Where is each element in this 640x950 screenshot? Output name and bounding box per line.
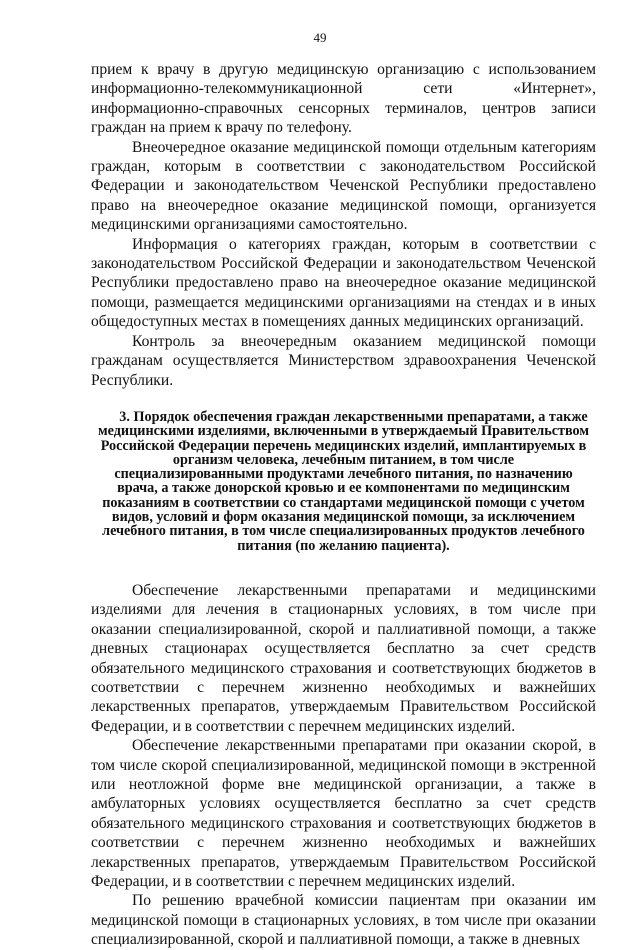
paragraph: Контроль за внеочередным оказанием медицинской помощи гражданам осуществляется Министерством здравоохранения Чеченской Республики.	[91, 332, 596, 389]
document-body	[91, 60, 596, 950]
paragraph: Внеочередное оказание медицинской помощи отдельным категориям граждан, которым в соответствии с законодательством Российской Федерации и законодательством Чеченской Республики предоставлено право на внеочередное оказание медицинской помощи, организуется медицинскими организациями самостоятельно.	[91, 138, 596, 234]
paragraph: Обеспечение лекарственными препаратами при оказании скорой, в том числе скорой специализированной, медицинской помощи в экстренной или неотложной форме вне медицинской организации, а также в амбулаторных условиях осуществляется бесплатно за счет средств обязательного медицинского страхования и соответствующих бюджетов в соответствии с перечнем жизненно необходимых и важнейших лекарственных препаратов, утверждаемым Правительством Российской Федерации, и в соответствии с перечнем медицинских изделий.	[91, 737, 596, 890]
paragraph: Обеспечение лекарственными препаратами и медицинскими изделиями для лечения в стационарных условиях, в том числе при оказании специализированной, скорой и паллиативной помощи, а также дневных стационарах осуществляется бесплатно за счет средств обязательного медицинского страхования и соответствующих бюджетов в соответствии с перечнем жизненно необходимых и важнейших лекарственных препаратов, утверждаемым Правительством Российской Федерации, и в соответствии с перечнем медицинских изделий.	[91, 581, 596, 735]
page-number: 49	[313, 30, 327, 45]
section-heading: 3. Порядок обеспечения граждан лекарственными препаратами, а также медицинскими изделиями, включенными в утверждаемый Правительством Российской Федерации перечень медицинских изделий, имплантируемых в организм человека, лечебным питанием, в том числе специализированными продуктами лечебного питания, по назначению врача, а также донорской кровью и ее компонентами по медицинским показаниям в соответствии со стандартами медицинской помощи с учетом видов, условий и форм оказания медицинской помощи, за исключением лечебного питания, в том числе специализированных продуктов лечебного питания (по желанию пациента).	[97, 408, 590, 554]
spacer	[91, 553, 596, 581]
paragraph: Информация о категориях граждан, которым в соответствии с законодательством Российской Федерации и законодательством Чеченской Республики предоставлено право на внеочередное оказание медицинской помощи, размещается медицинскими организациями на стендах и в иных общедоступных местах в помещениях данных медицинских организаций.	[91, 235, 596, 331]
paragraph: прием к врачу в другую медицинскую организацию с использованием информационно-телекоммуникационной сети «Интернет», информационно-справочных сенсорных терминалов, центров записи граждан на прием к врачу по телефону.	[91, 61, 596, 137]
paragraph: По решению врачебной комиссии пациентам при оказании им медицинской помощи в стационарных условиях, в том числе при оказании специализированной, скорой и паллиативной помощи, а также в дневных	[91, 892, 596, 949]
